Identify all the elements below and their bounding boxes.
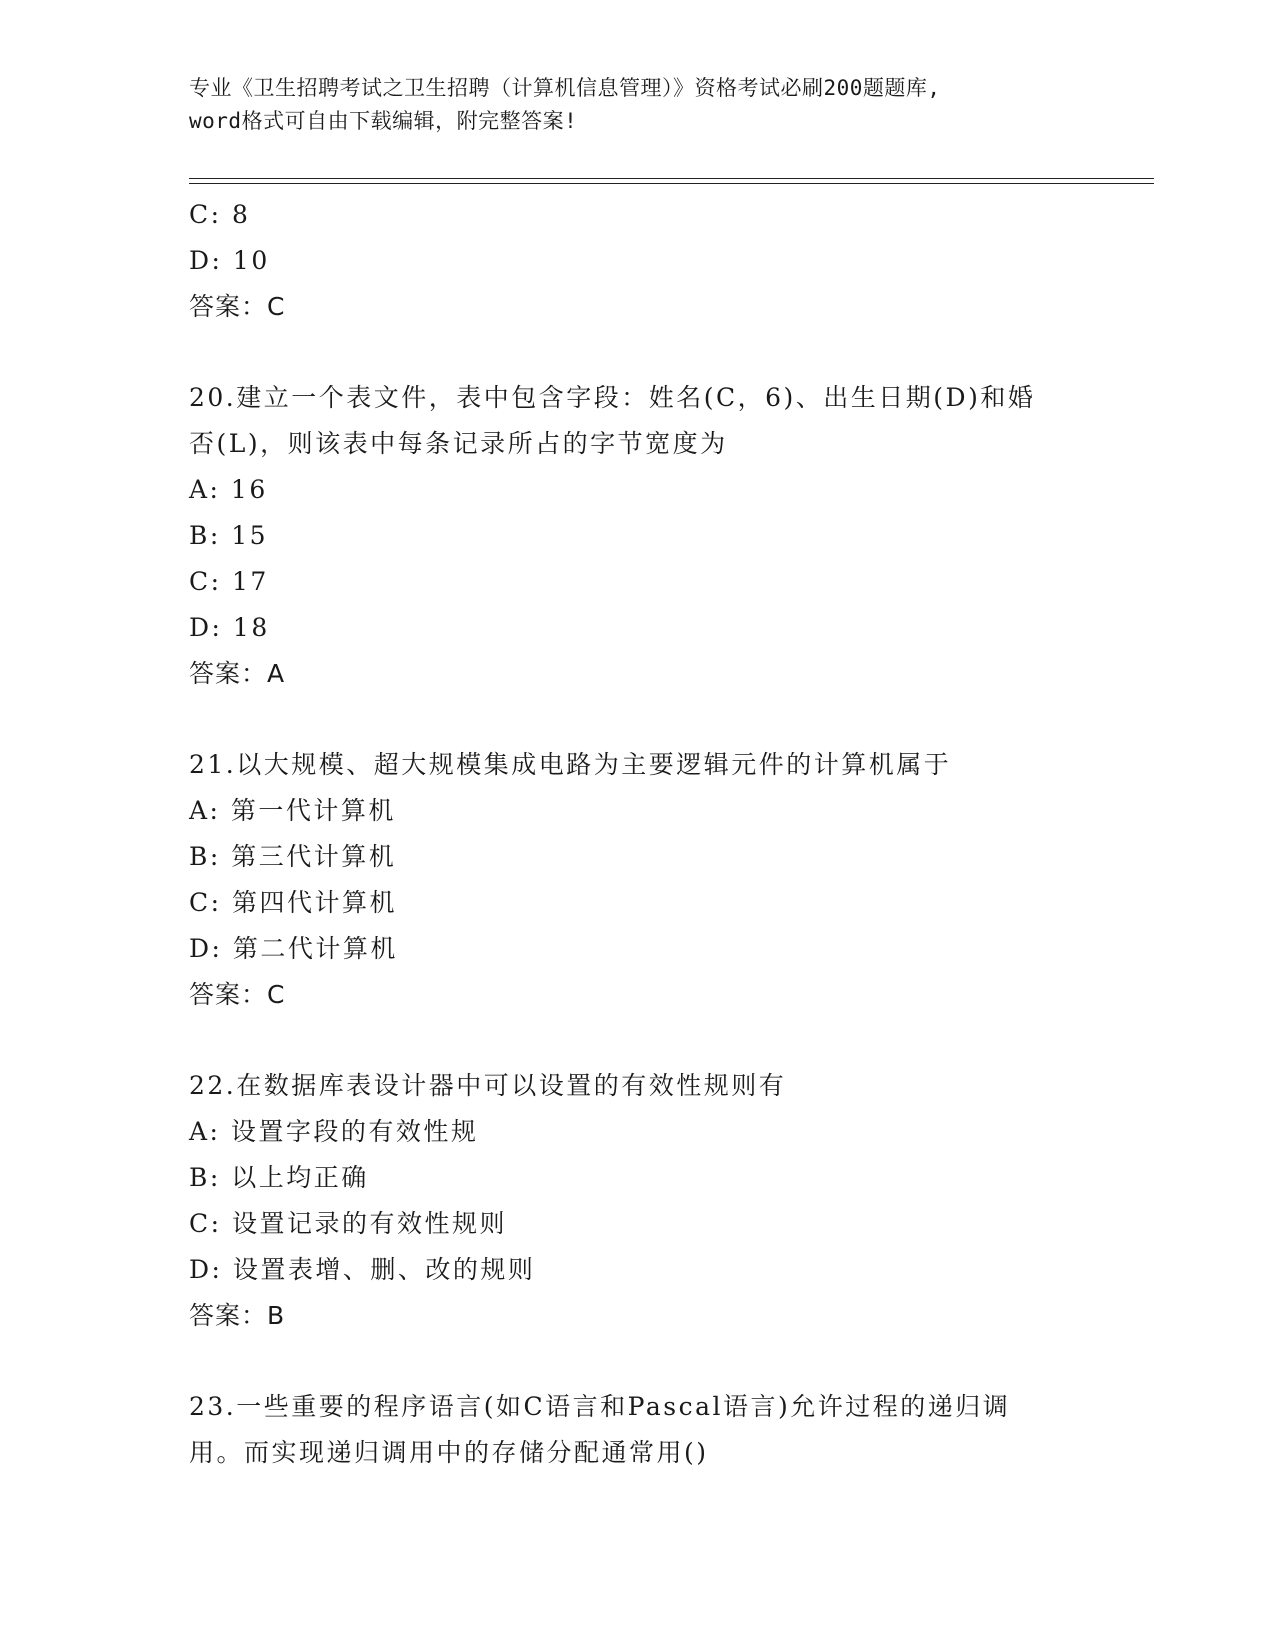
question-list	[189, 192, 1089, 1476]
question-spacer	[189, 1018, 1089, 1063]
option-d: D: 第二代计算机	[189, 934, 398, 963]
question-spacer	[189, 697, 1089, 742]
question-stem-line: 20.建立一个表文件，表中包含字段：姓名(C，6)、出生日期(D)和婚	[189, 383, 1036, 412]
option-a: A: 第一代计算机	[189, 796, 396, 825]
option-d: D: 18	[189, 613, 270, 642]
option-a: A: 16	[189, 475, 268, 504]
document-header	[189, 72, 1089, 138]
question-block-20	[189, 375, 1089, 697]
option-c: C: 设置记录的有效性规则	[189, 1209, 507, 1238]
question-stem-line: 22.在数据库表设计器中可以设置的有效性规则有	[189, 1071, 787, 1100]
question-spacer	[189, 1339, 1089, 1384]
option-c: C: 第四代计算机	[189, 888, 397, 917]
option-b: B: 第三代计算机	[189, 842, 397, 871]
header-title-line-1: 专业《卫生招聘考试之卫生招聘（计算机信息管理）》资格考试必刷200题题库,	[189, 76, 941, 100]
header-title-line-2: word格式可自由下载编辑，附完整答案!	[189, 109, 578, 133]
option-b: B: 以上均正确	[189, 1163, 369, 1192]
option-d: D: 设置表增、删、改的规则	[189, 1255, 536, 1284]
option-d: D: 10	[189, 246, 270, 275]
question-spacer	[189, 330, 1089, 375]
question-stem-line: 用。而实现递归调用中的存储分配通常用()	[189, 1438, 709, 1467]
answer-line: 答案：C	[189, 980, 286, 1009]
header-divider-bottom	[189, 183, 1154, 184]
option-c: C: 17	[189, 567, 269, 596]
question-block-22	[189, 1063, 1089, 1339]
question-stem-line: 否(L)，则该表中每条记录所占的字节宽度为	[189, 429, 728, 458]
option-c: C: 8	[189, 200, 251, 229]
question-block-21	[189, 742, 1089, 1018]
question-block-19	[189, 192, 1089, 330]
answer-line: 答案：A	[189, 659, 286, 688]
question-stem-line: 23.一些重要的程序语言(如C语言和Pascal语言)允许过程的递归调	[189, 1392, 1011, 1421]
answer-line: 答案：C	[189, 292, 286, 321]
answer-line: 答案：B	[189, 1301, 286, 1330]
question-stem-line: 21.以大规模、超大规模集成电路为主要逻辑元件的计算机属于	[189, 750, 952, 779]
question-block-23	[189, 1384, 1089, 1476]
option-b: B: 15	[189, 521, 269, 550]
header-divider-top	[189, 178, 1154, 179]
option-a: A: 设置字段的有效性规	[189, 1117, 479, 1146]
